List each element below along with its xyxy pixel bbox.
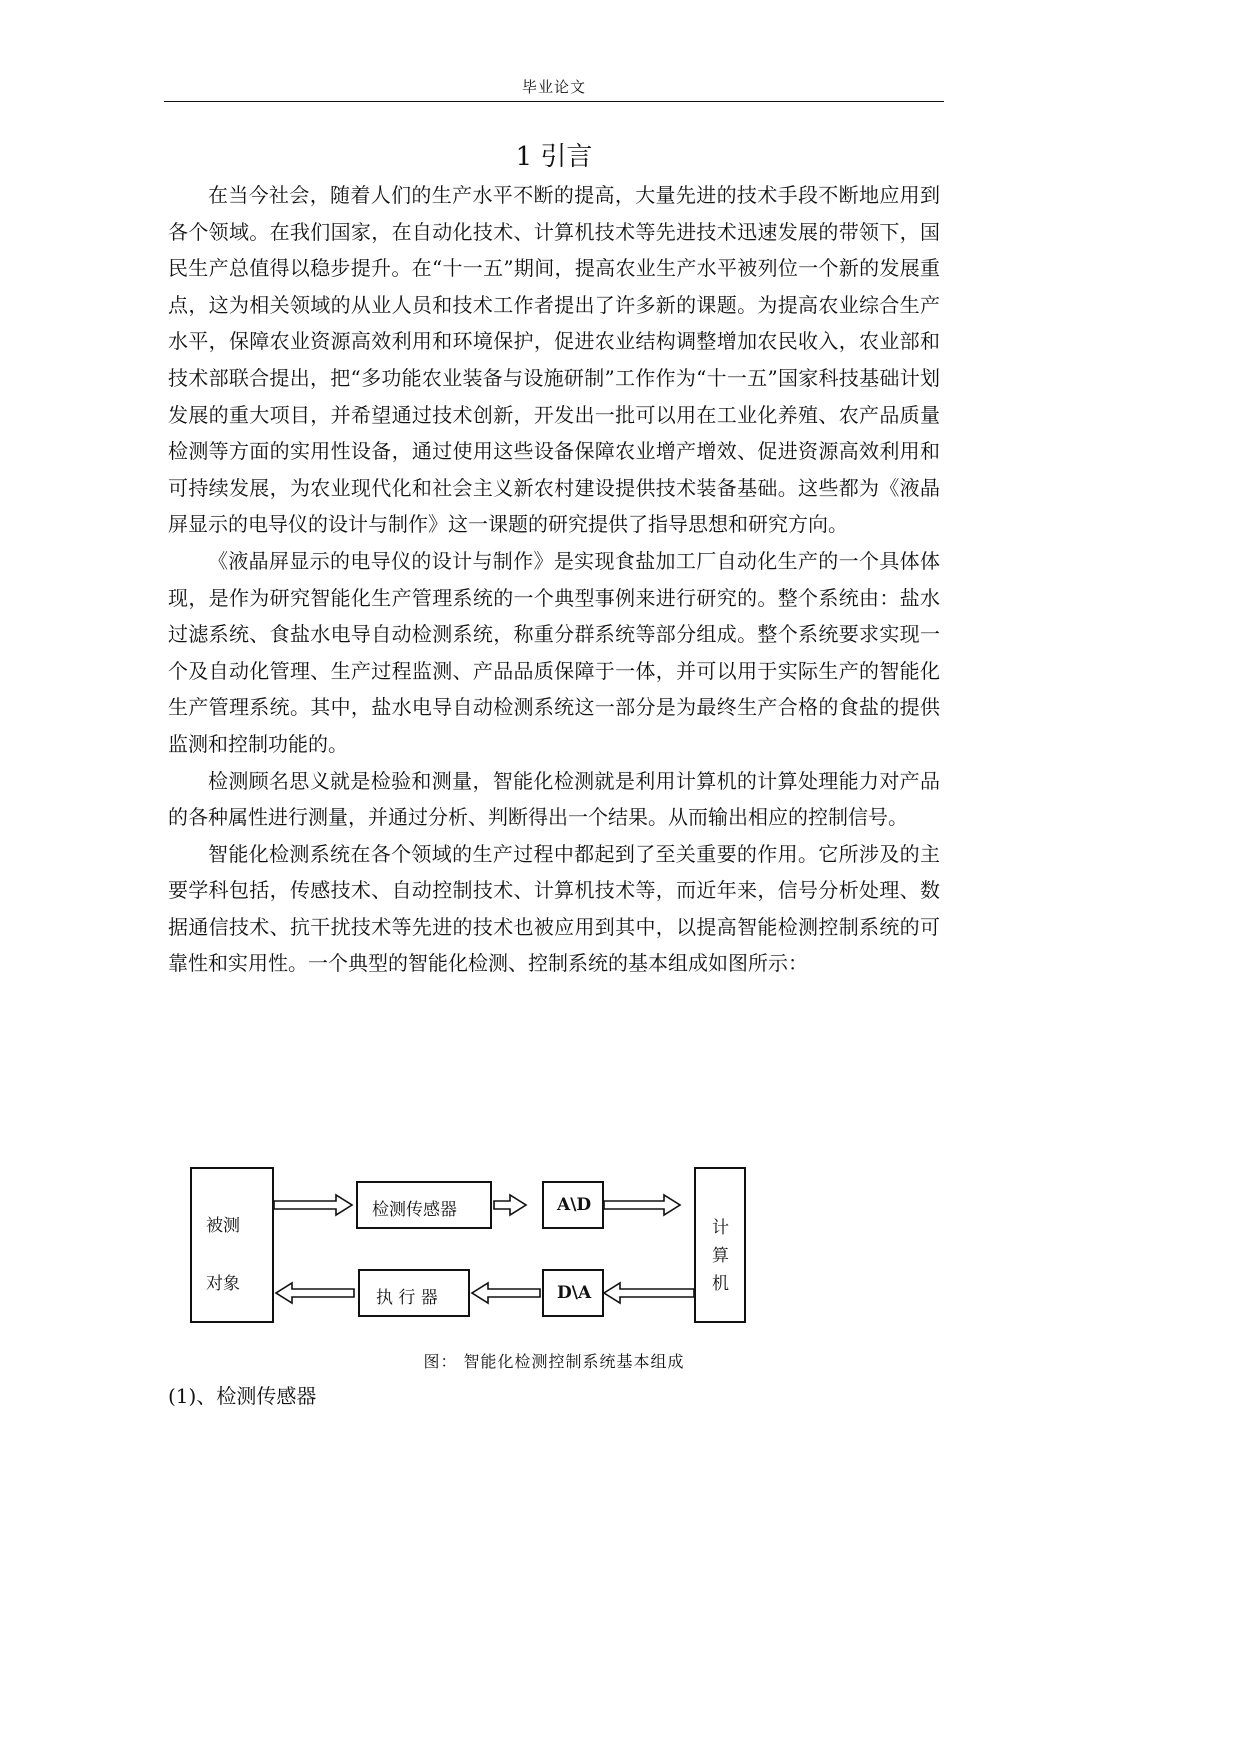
paragraph: 检测顾名思义就是检验和测量，智能化检测就是利用计算机的计算处理能力对产品的各种属性进行测量，并通过分析、判断得出一个结果。从而输出相应的控制信号。 [168,768,940,830]
arrow-object-to-sensor [274,1195,352,1215]
da-converter-box [542,1269,604,1317]
actuator-label: 执 行 器 [376,1288,438,1308]
arrow-da-to-actuator [472,1283,540,1303]
arrow-sensor-to-ad [494,1195,526,1215]
computer-label-1: 计 [712,1218,729,1238]
subheading: (1)、检测传感器 [168,1384,317,1408]
paragraph: 《液晶屏显示的电导仪的设计与制作》是实现食盐加工厂自动化生产的一个具体体现，是作为研究智能化生产管理系统的一个典型事例来进行研究的。整个系统由：盐水过滤系统、食盐水电导自动检测系统，称重分群系统等部分组成。整个系统要求实现一个及自动化管理、生产过程监测、产品品质保障于一体，并可以用于实际生产的智能化生产管理系统。其中，盐水电导自动检测系统这一部分是为最终生产合格的食盐的提供监测和控制功能的。 [168,548,940,756]
computer-box [694,1167,746,1323]
computer-label-2: 算 [712,1246,729,1266]
object-label-bottom: 对象 [206,1274,240,1294]
figure-caption: 图： 智能化检测控制系统基本组成 [423,1352,685,1371]
actuator-box [358,1269,470,1317]
ad-label: A\D [557,1195,592,1215]
section-title: 1 引言 [515,142,593,172]
arrow-ad-to-computer [604,1195,680,1215]
arrow-computer-to-da [604,1283,694,1303]
body-text [168,177,940,982]
object-label-top: 被测 [206,1216,240,1236]
system-diagram [188,1165,748,1325]
paragraph: 智能化检测系统在各个领域的生产过程中都起到了至关重要的作用。它所涉及的主要学科包括，传感技术、自动控制技术、计算机技术等，而近年来，信号分析处理、数据通信技术、抗干扰技术等先进的技术也被应用到其中，以提高智能检测控制系统的可靠性和实用性。一个典型的智能化检测、控制系统的基本组成如图所示： [168,841,940,976]
ad-converter-box [542,1181,604,1229]
arrow-actuator-to-object [276,1283,354,1303]
paragraph: 在当今社会，随着人们的生产水平不断的提高，大量先进的技术手段不断地应用到各个领域。在我们国家，在自动化技术、计算机技术等先进技术迅速发展的带领下，国民生产总值得以稳步提升。在“十一五”期间，提高农业生产水平被列位一个新的发展重点，这为相关领域的从业人员和技术工作者提出了许多新的课题。为提高农业综合生产水平，保障农业资源高效利用和环境保护，促进农业结构调整增加农民收入，农业部和技术部联合提出，把“多功能农业装备与设施研制”工作作为“十一五”国家科技基础计划发展的重大项目，并希望通过技术创新，开发出一批可以用在工业化养殖、农产品质量检测等方面的实用性设备，通过使用这些设备保障农业增产增效、促进资源高效利用和可持续发展，为农业现代化和社会主义新农村建设提供技术装备基础。这些都为《液晶屏显示的电导仪的设计与制作》这一课题的研究提供了指导思想和研究方向。 [168,183,940,537]
running-header: 毕业论文 [521,78,586,96]
sensor-box [356,1181,492,1229]
computer-label-3: 机 [712,1274,729,1294]
header-rule [164,101,944,102]
sensor-label: 检测传感器 [372,1200,457,1220]
da-label: D\A [557,1283,592,1303]
measured-object-box [190,1167,274,1323]
